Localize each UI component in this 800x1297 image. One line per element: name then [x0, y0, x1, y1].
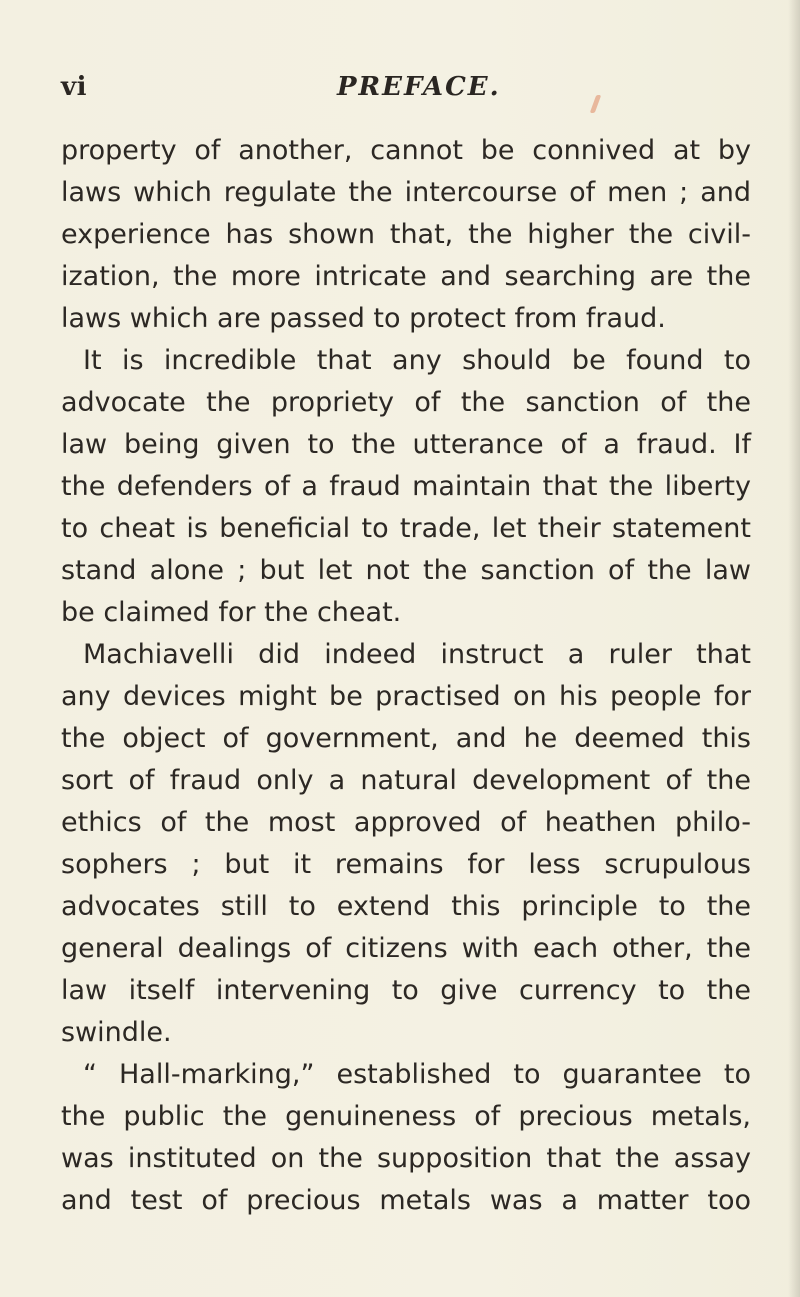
text-line: law being given to the utterance of a fraud. If: [61, 429, 751, 460]
running-title: PREFACE.: [337, 72, 501, 102]
text-line: experience has shown that, the higher the civil-: [61, 219, 751, 250]
text-line: advocate the propriety of the sanction of the: [61, 387, 751, 418]
text-line: any devices might be practised on his people for: [61, 681, 751, 712]
text-line: ization, the more intricate and searching are the: [61, 261, 751, 292]
text-line: the object of government, and he deemed this: [61, 723, 751, 754]
text-line: advocates still to extend this principle to the: [61, 891, 751, 922]
text-line: the defenders of a fraud maintain that the liberty: [61, 471, 751, 502]
text-line: property of another, cannot be connived at by: [61, 135, 751, 166]
text-line: It is incredible that any should be found to: [83, 345, 751, 376]
text-line: to cheat is beneficial to trade, let their statement: [61, 513, 751, 544]
text-line: sort of fraud only a natural development of the: [61, 765, 751, 796]
text-line: general dealings of citizens with each other, the: [61, 933, 751, 964]
text-line: laws which regulate the intercourse of men ; and: [61, 177, 751, 208]
text-line: Machiavelli did indeed instruct a ruler that: [83, 639, 751, 670]
running-head: [61, 72, 741, 112]
page-number: vi: [61, 72, 87, 102]
text-line: and test of precious metals was a matter too: [61, 1185, 751, 1216]
text-line: stand alone ; but let not the sanction of the law: [61, 555, 751, 586]
text-line: be claimed for the cheat.: [61, 597, 402, 628]
body-text: [61, 130, 751, 1222]
text-line: the public the genuineness of precious metals,: [61, 1101, 751, 1132]
text-line: laws which are passed to protect from fraud.: [61, 303, 666, 334]
text-line: was instituted on the supposition that the assay: [61, 1143, 751, 1174]
text-line: swindle.: [61, 1017, 172, 1048]
text-line: ethics of the most approved of heathen philo-: [61, 807, 751, 838]
text-line: law itself intervening to give currency to the: [61, 975, 751, 1006]
text-line: sophers ; but it remains for less scrupulous: [61, 849, 751, 880]
page-edge-shadow: [788, 0, 800, 1297]
text-line: “ Hall-marking,” established to guarantee to: [83, 1059, 751, 1090]
